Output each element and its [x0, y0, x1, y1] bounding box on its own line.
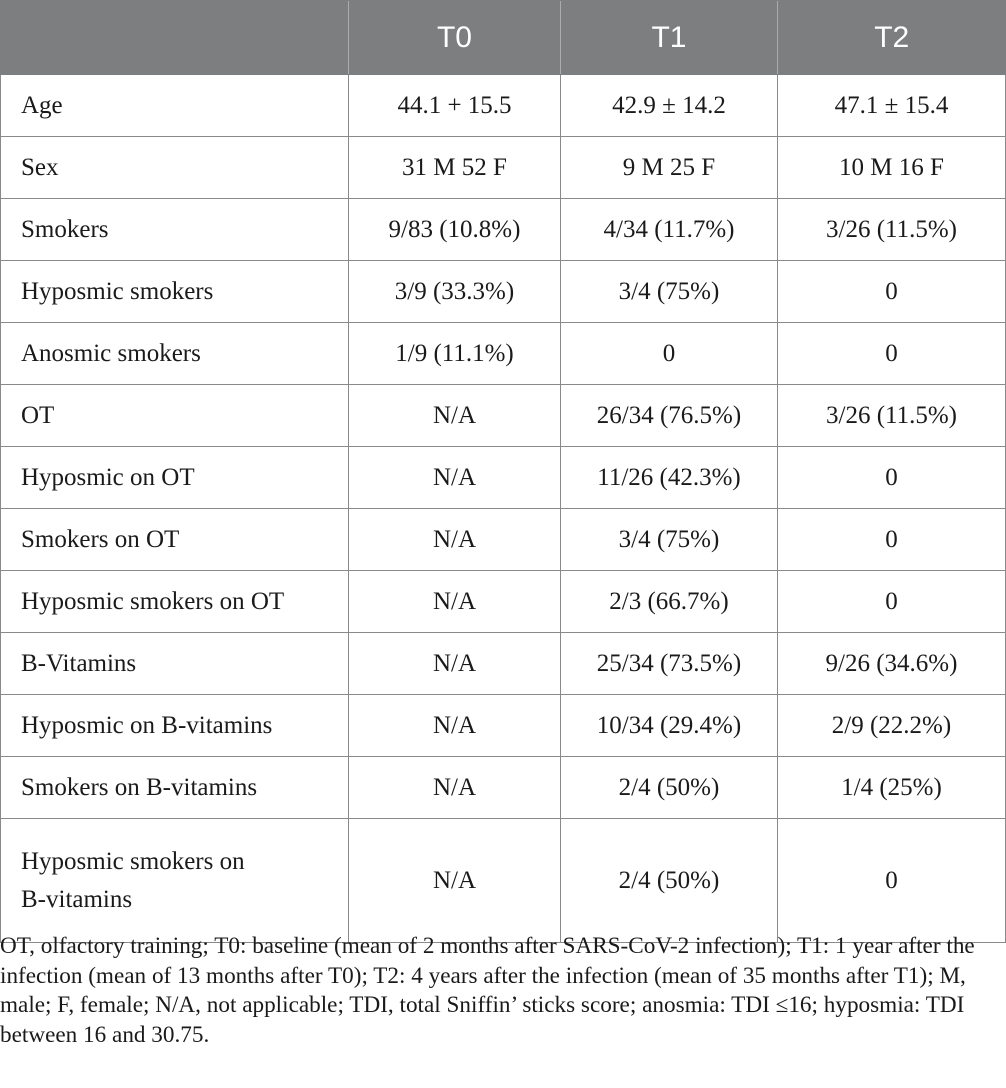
row-label: Smokers on OT: [1, 509, 349, 571]
cell-t1: 26/34 (76.5%): [561, 385, 778, 447]
cell-t1: 2/4 (50%): [561, 757, 778, 819]
cell-t1: 9 M 25 F: [561, 137, 778, 199]
row-label: OT: [1, 385, 349, 447]
cell-t2: 0: [778, 509, 1006, 571]
table-row: [1, 447, 1006, 509]
cell-t2: 1/4 (25%): [778, 757, 1006, 819]
cell-t1: 2/3 (66.7%): [561, 571, 778, 633]
table-row: [1, 757, 1006, 819]
row-label: Hyposmic on OT: [1, 447, 349, 509]
cell-t0: 44.1 + 15.5: [349, 75, 561, 137]
cell-t1: 11/26 (42.3%): [561, 447, 778, 509]
cell-t0: N/A: [349, 819, 561, 943]
header-cell-t2: T2: [778, 1, 1006, 75]
header-cell-empty: [1, 1, 349, 75]
table-row: [1, 199, 1006, 261]
cell-t0: 31 M 52 F: [349, 137, 561, 199]
row-label: Hyposmic smokers: [1, 261, 349, 323]
cell-t1: 4/34 (11.7%): [561, 199, 778, 261]
row-label: B-Vitamins: [1, 633, 349, 695]
table-row: [1, 571, 1006, 633]
cell-t0: N/A: [349, 447, 561, 509]
table-row: [1, 509, 1006, 571]
cell-t0: N/A: [349, 757, 561, 819]
cell-t1: 25/34 (73.5%): [561, 633, 778, 695]
cell-t1: 3/4 (75%): [561, 261, 778, 323]
cell-t0: N/A: [349, 385, 561, 447]
row-label: Smokers: [1, 199, 349, 261]
cell-t2: 0: [778, 819, 1006, 943]
row-label: [1, 819, 349, 943]
cell-t2: 47.1 ± 15.4: [778, 75, 1006, 137]
cell-t0: 1/9 (11.1%): [349, 323, 561, 385]
cell-t1: 3/4 (75%): [561, 509, 778, 571]
table-row: [1, 261, 1006, 323]
cell-t2: 0: [778, 571, 1006, 633]
cell-t2: 3/26 (11.5%): [778, 199, 1006, 261]
cell-t0: N/A: [349, 509, 561, 571]
table-row: [1, 385, 1006, 447]
row-label-line-1: Hyposmic smokers on: [21, 847, 245, 875]
cell-t2: 3/26 (11.5%): [778, 385, 1006, 447]
table-row: [1, 137, 1006, 199]
header-cell-t0: T0: [349, 1, 561, 75]
cell-t2: 0: [778, 447, 1006, 509]
table-row: [1, 819, 1006, 943]
row-label: Smokers on B-vitamins: [1, 757, 349, 819]
cell-t0: N/A: [349, 695, 561, 757]
row-label: Hyposmic on B-vitamins: [1, 695, 349, 757]
cell-t2: 0: [778, 323, 1006, 385]
table-row: [1, 75, 1006, 137]
row-label: Anosmic smokers: [1, 323, 349, 385]
row-label: Age: [1, 75, 349, 137]
cell-t1: 2/4 (50%): [561, 819, 778, 943]
cell-t2: 2/9 (22.2%): [778, 695, 1006, 757]
cell-t2: 9/26 (34.6%): [778, 633, 1006, 695]
cell-t1: 10/34 (29.4%): [561, 695, 778, 757]
row-label: Sex: [1, 137, 349, 199]
header-row: [1, 1, 1006, 75]
cell-t0: 9/83 (10.8%): [349, 199, 561, 261]
row-label: Hyposmic smokers on OT: [1, 571, 349, 633]
cell-t1: 42.9 ± 14.2: [561, 75, 778, 137]
cell-t2: 10 M 16 F: [778, 137, 1006, 199]
cell-t0: N/A: [349, 571, 561, 633]
row-label-line-2: B-vitamins: [21, 885, 133, 913]
cell-t2: 0: [778, 261, 1006, 323]
cell-t0: N/A: [349, 633, 561, 695]
table-row: [1, 323, 1006, 385]
cell-t0: 3/9 (33.3%): [349, 261, 561, 323]
table-row: [1, 633, 1006, 695]
table-footnote: OT, olfactory training; T0: baseline (mean of 2 months after SARS-CoV-2 infection); T1: 1 year after the infection (mean of 13 months after T0); T2: 4 years after the infection (mean of 35 months after T1); M, male; F, female; N/A, not applicable; TDI, total Sniffin’ sticks score; anosmia: TDI ≤16; hyposmia: TDI between 16 and 30.75.: [0, 933, 975, 1048]
header-cell-t1: T1: [561, 1, 778, 75]
cell-t1: 0: [561, 323, 778, 385]
table-row: [1, 695, 1006, 757]
